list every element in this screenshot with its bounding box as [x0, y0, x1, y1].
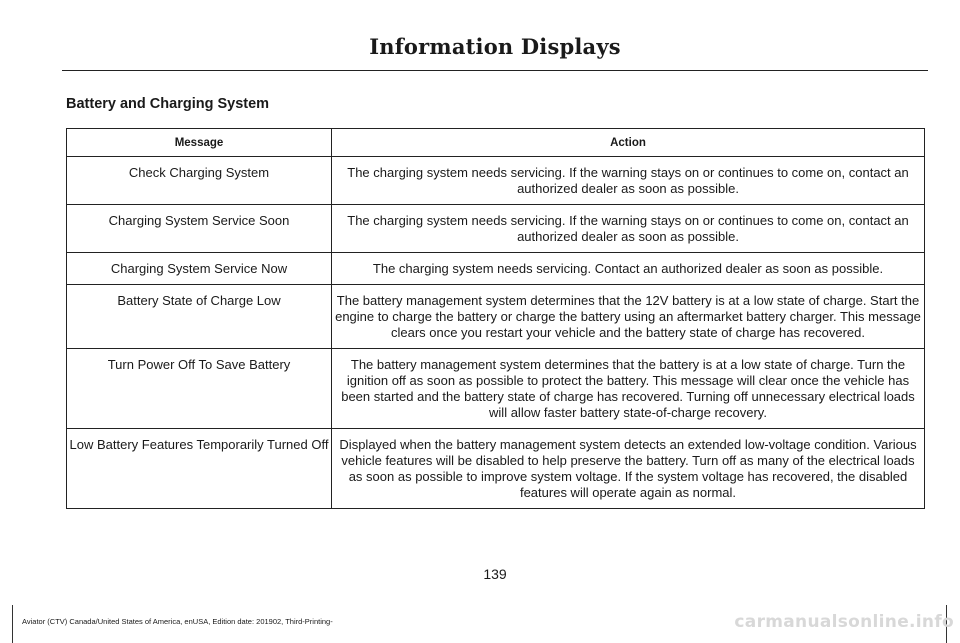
message-cell: Battery State of Charge Low: [67, 285, 332, 349]
table-row: [67, 205, 925, 253]
table-header-row: [67, 129, 925, 157]
message-cell: Low Battery Features Temporarily Turned Off: [67, 429, 332, 509]
action-cell: Displayed when the battery management system detects an extended low-voltage condition. Various vehicle features will be disabled to help preserve the battery. Turn off as many of the electrical loads as soon as possible to improve system voltage. If the system voltage has recovered, the disabled features will operate again as normal.: [332, 429, 925, 509]
messages-table: [66, 128, 925, 509]
message-cell: Check Charging System: [67, 157, 332, 205]
message-cell: Turn Power Off To Save Battery: [67, 349, 332, 429]
watermark-text: carmanualsonline.info: [734, 612, 954, 632]
crop-mark-left: [12, 605, 13, 643]
page-header-title: Information Displays: [369, 34, 621, 59]
table-row: [67, 429, 925, 509]
action-cell: The charging system needs servicing. If the warning stays on or continues to come on, contact an authorized dealer as soon as possible.: [332, 205, 925, 253]
column-header-message: Message: [67, 129, 332, 157]
column-header-action: Action: [332, 129, 925, 157]
message-cell: Charging System Service Now: [67, 253, 332, 285]
page-number: 139: [483, 566, 507, 582]
table-row: [67, 349, 925, 429]
edition-footer: Aviator (CTV) Canada/United States of America, enUSA, Edition date: 201902, Third-Printing-: [22, 617, 333, 626]
section-title: Battery and Charging System: [66, 96, 270, 112]
table-row: [67, 285, 925, 349]
table-row: [67, 157, 925, 205]
table-row: [67, 253, 925, 285]
action-cell: The battery management system determines that the 12V battery is at a low state of charge. Start the engine to charge the battery or charge the battery using an aftermarket battery charger. This message clears once you restart your vehicle and the battery state of charge has recovered.: [332, 285, 925, 349]
message-cell: Charging System Service Soon: [67, 205, 332, 253]
header-divider: [62, 70, 928, 71]
action-cell: The charging system needs servicing. If the warning stays on or continues to come on, contact an authorized dealer as soon as possible.: [332, 157, 925, 205]
action-cell: The battery management system determines that the battery is at a low state of charge. Turn the ignition off as soon as possible to protect the battery. This message will clear once the vehicle has been started and the battery state of charge has recovered. Turning off unnecessary electrical loads will allow faster battery state-of-charge recovery.: [332, 349, 925, 429]
action-cell: The charging system needs servicing. Contact an authorized dealer as soon as possible.: [332, 253, 925, 285]
